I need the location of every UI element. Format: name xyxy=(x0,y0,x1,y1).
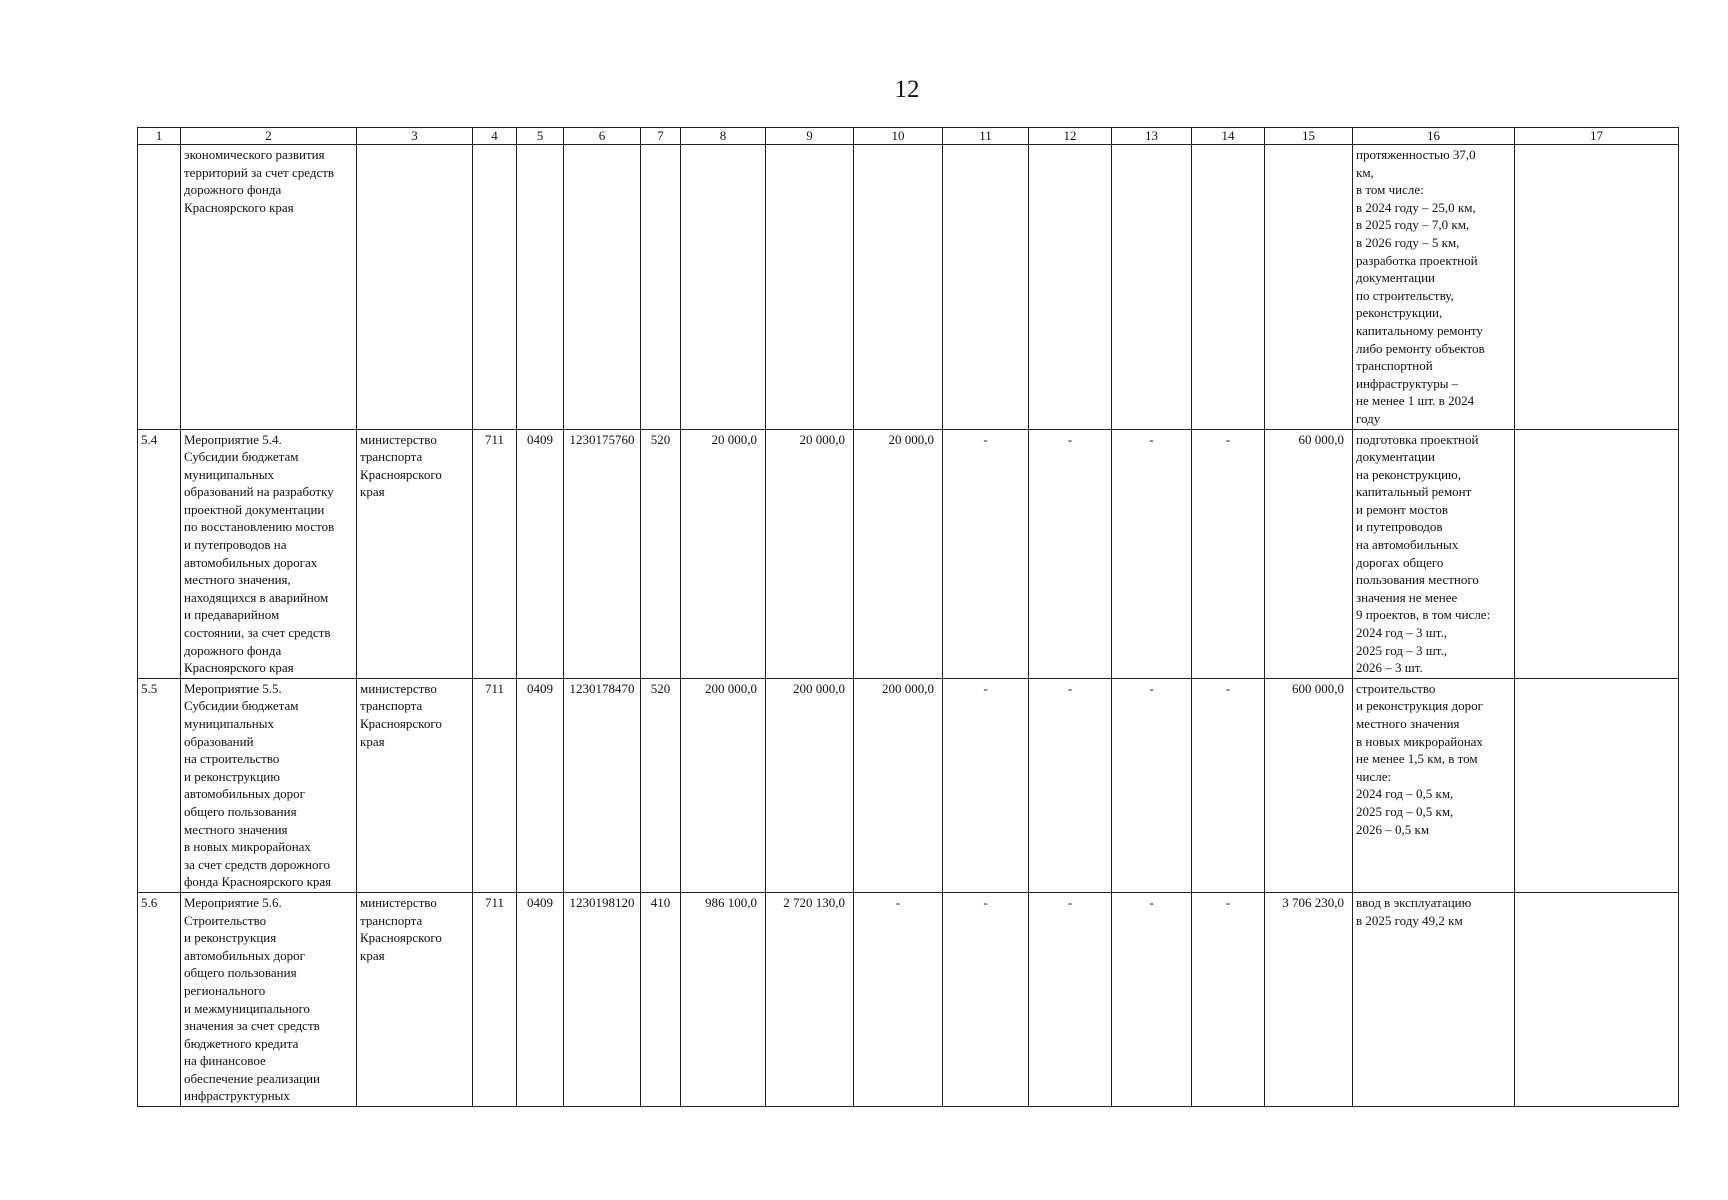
amount-col-8 xyxy=(681,145,766,430)
column-number-header-row xyxy=(138,128,1679,145)
measure-name: Мероприятие 5.6. Строительство и реконструкция автомобильных дорог общего пользования регионального и межмуниципального значения за счет средств бюджетного кредита на финансовое обеспечение реализации инфраструктурных xyxy=(181,892,357,1106)
target-article-code xyxy=(564,145,641,430)
section-code: 0409 xyxy=(517,678,564,892)
column-header: 1 xyxy=(138,128,181,145)
amount-total: 3 706 230,0 xyxy=(1265,892,1353,1106)
expense-type-code: 410 xyxy=(641,892,681,1106)
col-17-cell xyxy=(1515,145,1679,430)
amount-col-10: 20 000,0 xyxy=(854,429,943,678)
row-id: 5.6 xyxy=(138,892,181,1106)
section-code: 0409 xyxy=(517,892,564,1106)
expected-result: ввод в эксплуатацию в 2025 году 49,2 км xyxy=(1353,892,1515,1106)
target-article-code: 1230175760 xyxy=(564,429,641,678)
table-row xyxy=(138,892,1679,1106)
row-id: 5.4 xyxy=(138,429,181,678)
amount-col-13: - xyxy=(1112,678,1192,892)
amount-col-9: 20 000,0 xyxy=(766,429,854,678)
amount-col-11: - xyxy=(943,678,1029,892)
grbs-code xyxy=(473,145,517,430)
table-row xyxy=(138,429,1679,678)
executor: министерство транспорта Красноярского края xyxy=(357,429,473,678)
amount-col-13 xyxy=(1112,145,1192,430)
column-header: 2 xyxy=(181,128,357,145)
section-code xyxy=(517,145,564,430)
grbs-code: 711 xyxy=(473,892,517,1106)
column-header: 17 xyxy=(1515,128,1679,145)
amount-total xyxy=(1265,145,1353,430)
expected-result: подготовка проектной документации на реконструкцию, капитальный ремонт и ремонт мостов и путепроводов на автомобильных дорогах общего пользования местного значения не менее 9 проектов, в том числе: 2024 год – 3 шт., 2025 год – 3 шт., 2026 – 3 шт. xyxy=(1353,429,1515,678)
amount-col-12: - xyxy=(1029,429,1112,678)
grbs-code: 711 xyxy=(473,429,517,678)
executor: министерство транспорта Красноярского края xyxy=(357,678,473,892)
column-header: 13 xyxy=(1112,128,1192,145)
amount-col-10: - xyxy=(854,892,943,1106)
column-header: 5 xyxy=(517,128,564,145)
amount-col-11: - xyxy=(943,892,1029,1106)
amount-col-12: - xyxy=(1029,678,1112,892)
amount-col-8: 20 000,0 xyxy=(681,429,766,678)
amount-col-8: 986 100,0 xyxy=(681,892,766,1106)
amount-col-9 xyxy=(766,145,854,430)
target-article-code: 1230178470 xyxy=(564,678,641,892)
column-header: 9 xyxy=(766,128,854,145)
executor xyxy=(357,145,473,430)
column-header: 11 xyxy=(943,128,1029,145)
amount-col-14: - xyxy=(1192,678,1265,892)
expense-type-code: 520 xyxy=(641,429,681,678)
column-header: 6 xyxy=(564,128,641,145)
column-header: 14 xyxy=(1192,128,1265,145)
expense-type-code: 520 xyxy=(641,678,681,892)
column-header: 3 xyxy=(357,128,473,145)
amount-col-12 xyxy=(1029,145,1112,430)
column-header: 4 xyxy=(473,128,517,145)
measure-name: Мероприятие 5.5. Субсидии бюджетам муниципальных образований на строительство и реконструкцию автомобильных дорог общего пользования местного значения в новых микрорайонах за счет средств дорожного фонда Красноярского края xyxy=(181,678,357,892)
expected-result: строительство и реконструкция дорог местного значения в новых микрорайонах не менее 1,5 км, в том числе: 2024 год – 0,5 км, 2025 год – 0,5 км, 2026 – 0,5 км xyxy=(1353,678,1515,892)
column-header: 10 xyxy=(854,128,943,145)
column-header: 16 xyxy=(1353,128,1515,145)
amount-col-11 xyxy=(943,145,1029,430)
measure-name: экономического развития территорий за счет средств дорожного фонда Красноярского края xyxy=(181,145,357,430)
expected-result: протяженностью 37,0 км, в том числе: в 2024 году – 25,0 км, в 2025 году – 7,0 км, в 2026 году – 5 км, разработка проектной документации по строительству, реконструкции, капитальному ремонту либо ремонту объектов транспортной инфраструктуры – не менее 1 шт. в 2024 году xyxy=(1353,145,1515,430)
col-17-cell xyxy=(1515,892,1679,1106)
column-header: 8 xyxy=(681,128,766,145)
amount-col-14: - xyxy=(1192,429,1265,678)
expense-type-code xyxy=(641,145,681,430)
amount-col-13: - xyxy=(1112,892,1192,1106)
amount-col-9: 200 000,0 xyxy=(766,678,854,892)
amount-col-10 xyxy=(854,145,943,430)
column-header: 15 xyxy=(1265,128,1353,145)
section-code: 0409 xyxy=(517,429,564,678)
col-17-cell xyxy=(1515,678,1679,892)
measure-name: Мероприятие 5.4. Субсидии бюджетам муниципальных образований на разработку проектной документации по восстановлению мостов и путепроводов на автомобильных дорогах местного значения, находящихся в аварийном и предаварийном состоянии, за счет средств дорожного фонда Красноярского края xyxy=(181,429,357,678)
table-row xyxy=(138,145,1679,430)
amount-col-10: 200 000,0 xyxy=(854,678,943,892)
amount-col-12: - xyxy=(1029,892,1112,1106)
target-article-code: 1230198120 xyxy=(564,892,641,1106)
row-id xyxy=(138,145,181,430)
amount-col-8: 200 000,0 xyxy=(681,678,766,892)
amount-total: 600 000,0 xyxy=(1265,678,1353,892)
grbs-code: 711 xyxy=(473,678,517,892)
executor: министерство транспорта Красноярского края xyxy=(357,892,473,1106)
amount-col-14 xyxy=(1192,145,1265,430)
amount-col-14: - xyxy=(1192,892,1265,1106)
amount-col-9: 2 720 130,0 xyxy=(766,892,854,1106)
column-header: 12 xyxy=(1029,128,1112,145)
table-row xyxy=(138,678,1679,892)
col-17-cell xyxy=(1515,429,1679,678)
amount-total: 60 000,0 xyxy=(1265,429,1353,678)
row-id: 5.5 xyxy=(138,678,181,892)
page-number: 12 xyxy=(894,76,920,103)
amount-col-13: - xyxy=(1112,429,1192,678)
column-header: 7 xyxy=(641,128,681,145)
program-measures-table xyxy=(137,127,1679,1107)
amount-col-11: - xyxy=(943,429,1029,678)
